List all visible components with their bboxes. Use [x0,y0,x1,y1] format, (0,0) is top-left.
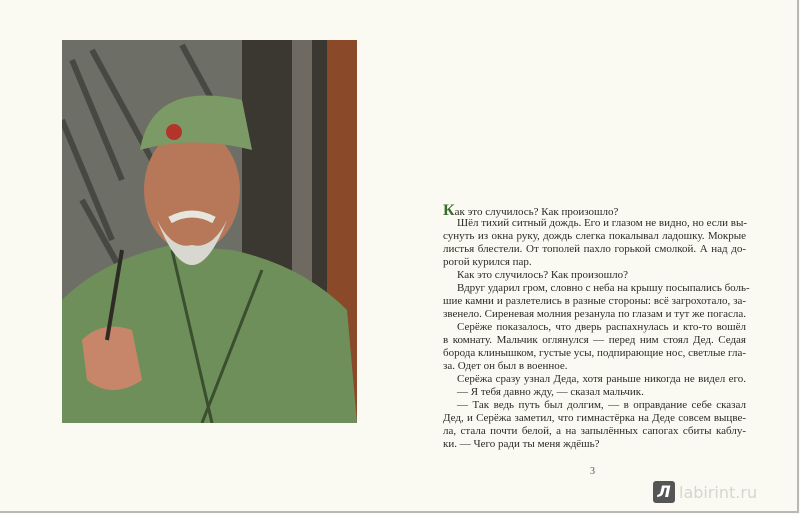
text-line [443,334,746,347]
watermark [653,481,757,503]
text-line-content: листья блестели. От тополей пахло горькой смолкой. А над до- [443,243,746,255]
text-line-content: Дед, и Серёжа заметил, что гимнастёрка на Деде совсем выцве- [443,412,746,424]
text-line-content: Как это случилось? Как произошло? [457,269,628,281]
drop-cap: К [443,202,455,219]
text-line [443,425,746,438]
text-line [443,217,746,230]
text-line [443,308,746,321]
text-line-content: ки. — Чего ради ты меня ждёшь? [443,438,600,450]
text-line [443,399,746,412]
text-line-content: звенело. Сиреневая молния резанула по глазам и тут же погасла. [443,308,746,320]
watermark-logo-icon: Л [653,481,675,503]
text-line-content: борода клинышком, густые усы, подпирающие нос, светлые гла- [443,347,747,359]
text-line [443,243,746,256]
text-line [443,321,746,334]
text-line-content: сунуть из окна руку, дождь слегка покалывал ладошку. Мокрые [443,230,746,242]
illustration-soldier-portrait [62,40,357,423]
text-line [443,230,746,243]
text-line-content: в комнату. Мальчик оглянулся — перед ним стоял Дед. Седая [443,334,746,346]
text-line-content: Шёл тихий ситный дождь. Его и глазом не видно, но если вы- [457,217,748,229]
text-line [443,438,746,451]
text-line [443,373,746,386]
watermark-text: labirint.ru [679,482,758,502]
text-line [443,347,746,360]
story-text [443,202,750,451]
text-line [443,256,746,269]
text-line-content: шие камни и разлетелись в разные стороны: всё загрохотало, за- [443,295,746,307]
text-line-content: ак это случилось? Как произошло? [454,206,619,218]
text-line [443,386,746,399]
text-line-content: Серёже показалось, что дверь распахнулась и кто-то вошёл [457,321,746,333]
text-line-content: рогой курился пар. [443,256,532,268]
text-line-content: Вдруг ударил гром, словно с неба на крышу посыпались боль- [457,282,750,294]
text-line [443,295,746,308]
text-line [443,282,750,295]
text-line-content: за. Одет он был в военное. [443,360,568,372]
text-line-content: — Я тебя давно жду, — сказал мальчик. [457,386,644,398]
text-line-content: Серёжа сразу узнал Деда, хотя раньше никогда не видел его. [457,373,746,385]
text-line [443,269,746,282]
text-line-content: ла, стала почти белой, а на запылённых сапогах сбиты каблу- [443,425,746,437]
text-line [443,412,746,425]
text-line-content: — Так ведь путь был долгим, — в оправдание себе сказал [457,399,746,411]
page-number: 3 [590,466,595,477]
text-line [443,360,746,373]
text-line [443,204,746,217]
